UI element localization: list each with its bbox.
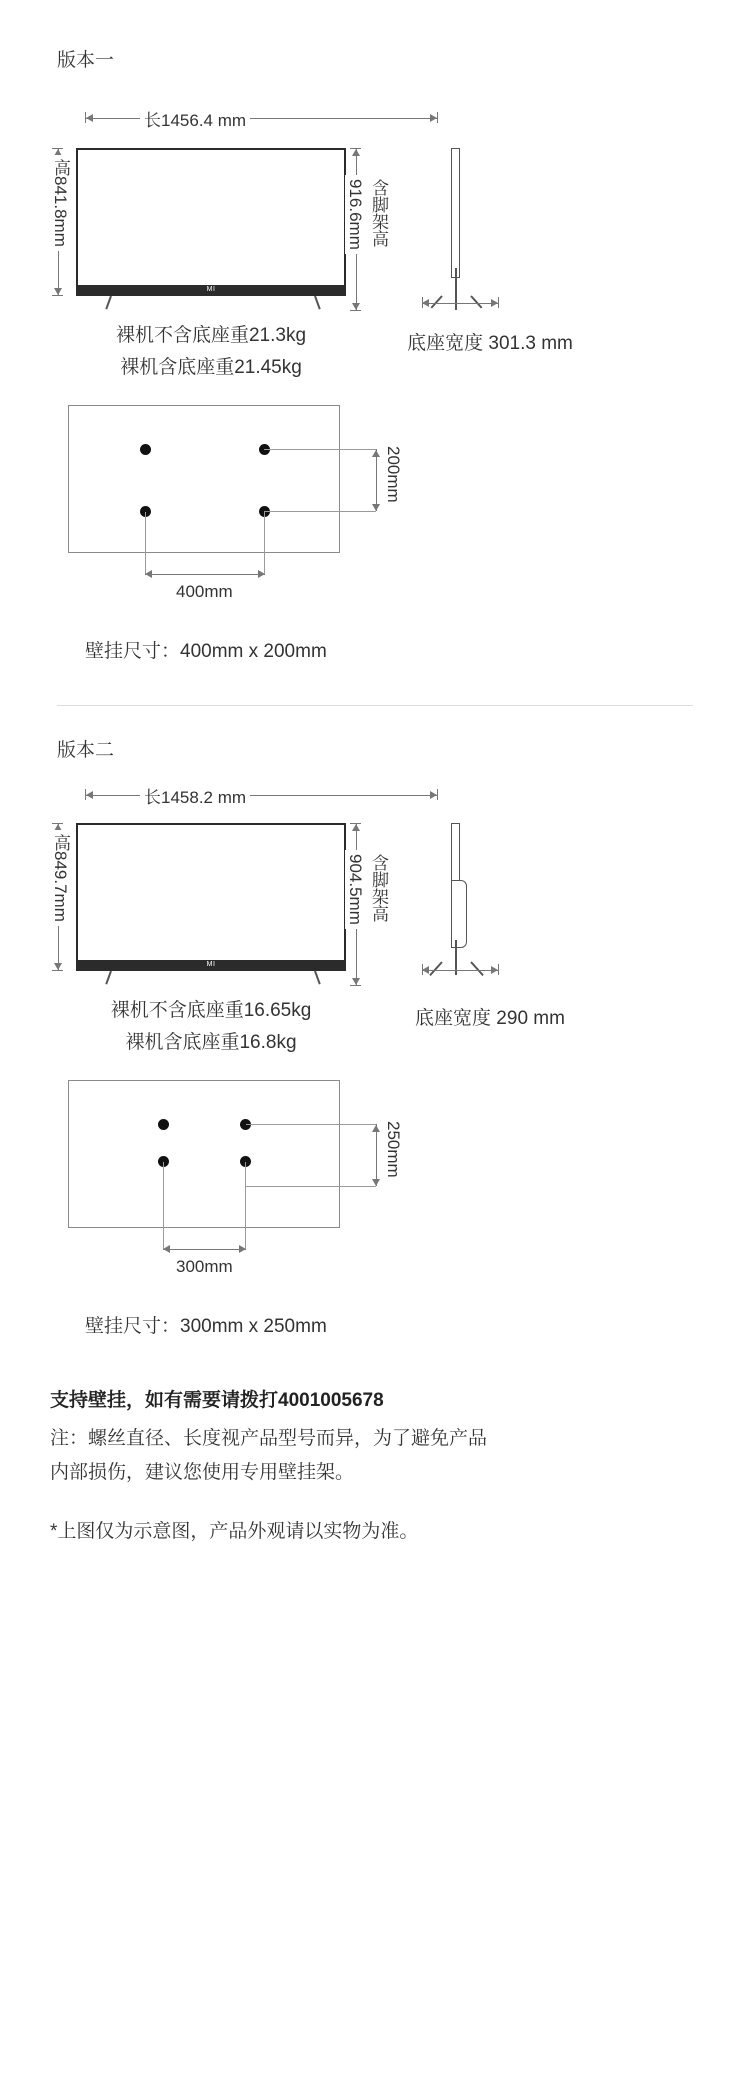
base-width-cap-right-v2 (498, 964, 499, 975)
height-arrow-down-v1 (54, 288, 62, 295)
tv-bottom-bar-v2 (78, 960, 344, 969)
mount-v-dimension-v1 (376, 449, 377, 511)
tv-leg-right-v1 (314, 296, 321, 310)
mount-h-leader-right-v2 (245, 1162, 246, 1249)
tv-leg-left-v1 (105, 296, 112, 310)
mount-hole-top-left-v1 (140, 444, 151, 455)
stand-height-suffix-v2: 含脚架高 (366, 850, 391, 926)
tv-side-view-v1 (451, 148, 460, 278)
stand-height-label-v1: 916.6mm (345, 175, 365, 254)
note-line-1: 注：螺丝直径、长度视产品型号而异，为了避免产品 (50, 1428, 488, 1449)
base-width-line-v2 (422, 970, 498, 971)
version-one-title: 版本一 (57, 50, 115, 71)
wall-mount-box-v1 (68, 405, 340, 553)
mount-v-arrow-up-v1 (372, 450, 380, 457)
mount-hole-top-left-v2 (158, 1119, 169, 1130)
version-two-title: 版本二 (57, 740, 115, 761)
mount-h-dimension-v2 (163, 1249, 246, 1250)
width-arrow-left-v1 (86, 114, 93, 122)
height-label-v1: 高841.8mm (48, 155, 73, 251)
width-label-v1: 长1456.4 mm (140, 106, 250, 131)
stand-height-cap-bottom-v1 (350, 310, 361, 311)
mount-h-arrow-left-v1 (145, 570, 152, 578)
stand-height-suffix-v1: 含脚架高 (366, 175, 391, 251)
note-line-2: 内部损伤，建议您使用专用壁挂架。 (50, 1462, 355, 1483)
mount-v-arrow-down-v2 (372, 1179, 380, 1186)
tv-front-view-v1 (76, 148, 346, 296)
mount-h-leader-right-v1 (264, 512, 265, 574)
mount-horizontal-label-v2: 300mm (172, 1257, 237, 1277)
mount-v-arrow-up-v2 (372, 1125, 380, 1132)
base-width-cap-left-v2 (422, 964, 423, 975)
base-width-arrow-right-v2 (491, 966, 498, 974)
mount-v-leader-bottom-v2 (246, 1186, 376, 1187)
width-dimension-line-v1 (85, 118, 437, 119)
mount-h-arrow-right-v1 (258, 570, 265, 578)
side-foot-left-v2 (429, 961, 443, 976)
base-width-line-v1 (422, 303, 498, 304)
weight-without-stand-v1: 裸机不含底座重21.3kg (115, 325, 307, 346)
side-foot-right-v1 (470, 295, 482, 308)
mount-h-arrow-right-v2 (239, 1245, 246, 1253)
base-width-arrow-left-v1 (422, 299, 429, 307)
tv-bottom-bar-v1 (78, 285, 344, 294)
height-label-v2: 高849.7mm (48, 830, 73, 926)
mount-horizontal-label-v1: 400mm (172, 582, 237, 602)
width-label-v2: 长1458.2 mm (140, 783, 250, 808)
base-width-label-v2: 底座宽度 290 mm (415, 1008, 565, 1029)
stand-height-arrow-up-v2 (352, 824, 360, 831)
base-width-arrow-left-v2 (422, 966, 429, 974)
mount-v-leader-top-v1 (264, 449, 376, 450)
stand-height-arrow-up-v1 (352, 149, 360, 156)
base-width-label-v1: 底座宽度 301.3 mm (407, 333, 573, 354)
mount-vertical-label-v1: 200mm (383, 442, 403, 507)
section-divider (57, 705, 693, 706)
height-arrow-down-v2 (54, 963, 62, 970)
stand-height-arrow-down-v2 (352, 978, 360, 985)
side-foot-left-v1 (431, 295, 443, 308)
width-arrow-right-v2 (430, 791, 437, 799)
mount-v-arrow-down-v1 (372, 504, 380, 511)
tv-leg-left-v2 (105, 971, 112, 985)
base-width-cap-right-v1 (498, 297, 499, 308)
mount-h-arrow-left-v2 (163, 1245, 170, 1253)
wall-mount-box-v2 (68, 1080, 340, 1228)
mi-logo-v1: MI (206, 286, 216, 293)
mi-logo-v2: MI (206, 961, 216, 968)
mount-h-leader-left-v2 (163, 1162, 164, 1249)
weight-without-stand-v2: 裸机不含底座重16.65kg (110, 1000, 312, 1021)
disclaimer-line: *上图仅为示意图，产品外观请以实物为准。 (50, 1521, 419, 1542)
mount-v-leader-top-v2 (246, 1124, 376, 1125)
width-cap-right-v1 (437, 112, 438, 123)
base-width-cap-left-v1 (422, 297, 423, 308)
tv-leg-right-v2 (314, 971, 321, 985)
side-foot-right-v2 (470, 961, 484, 976)
tv-front-view-v2 (76, 823, 346, 971)
mount-v-dimension-v2 (376, 1124, 377, 1186)
mount-caption-v2: 壁挂尺寸：300mm x 250mm (85, 1316, 327, 1337)
weight-with-stand-v2: 裸机含底座重16.8kg (125, 1032, 297, 1053)
weight-with-stand-v1: 裸机含底座重21.45kg (120, 357, 302, 378)
mount-caption-v1: 壁挂尺寸：400mm x 200mm (85, 641, 327, 662)
width-arrow-left-v2 (86, 791, 93, 799)
stand-height-cap-bottom-v2 (350, 985, 361, 986)
base-width-arrow-right-v1 (491, 299, 498, 307)
width-cap-right-v2 (437, 789, 438, 800)
mount-vertical-label-v2: 250mm (383, 1117, 403, 1182)
mount-h-dimension-v1 (145, 574, 265, 575)
width-dimension-line-v2 (85, 795, 437, 796)
mount-v-leader-bottom-v1 (264, 511, 376, 512)
stand-height-arrow-down-v1 (352, 303, 360, 310)
mount-h-leader-left-v1 (145, 512, 146, 574)
support-line: 支持壁挂，如有需要请拨打4001005678 (50, 1390, 384, 1411)
stand-height-label-v2: 904.5mm (345, 850, 365, 929)
tv-side-bulge-v2 (451, 880, 467, 948)
width-arrow-right-v1 (430, 114, 437, 122)
